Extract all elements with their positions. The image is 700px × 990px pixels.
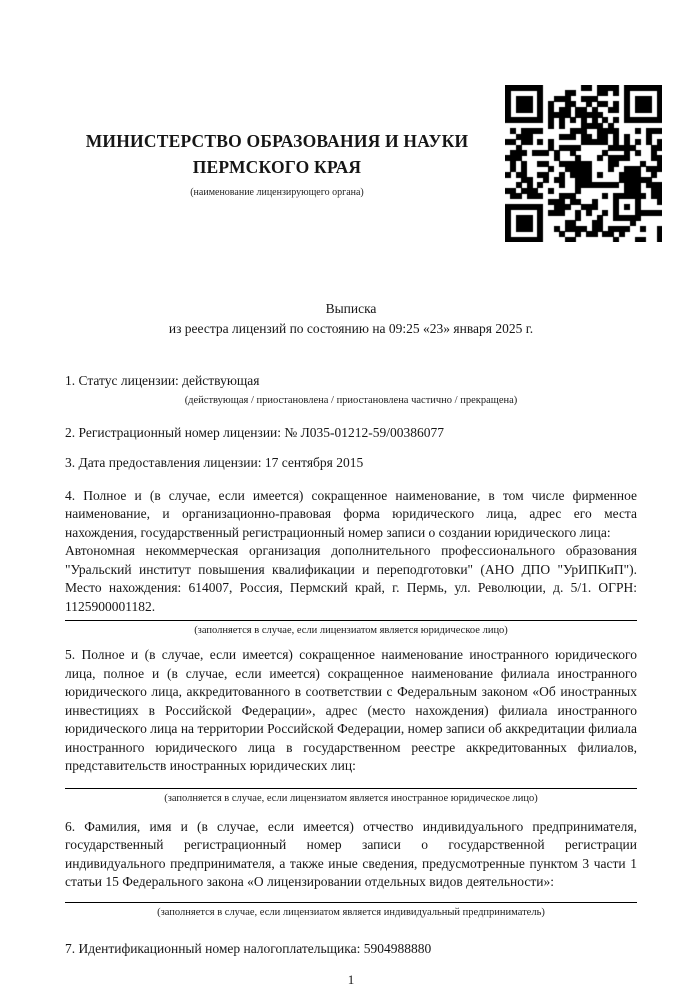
document-title-line2: из реестра лицензий по состоянию на 09:25 «23» января 2025 г. (168, 321, 534, 336)
item-legal-entity-note: (заполняется в случае, если лицензиатом является юридическое лицо) (194, 625, 508, 636)
authority-name-note: (наименование лицензирующего органа) (190, 187, 364, 198)
item-individual-entrepreneur-label: 6. Фамилия, имя и (в случае, если имеется) отчество индивидуального предпринимателя, государственный регистрационный номер записи о государственной регистрации индивидуального предпринимателя, а также иные сведения, предусмотренные пунктом 3 части 1 статьи 15 Федерального закона «О лицензировании отдельных видов деятельности»: (65, 818, 637, 889)
item-legal-entity (65, 487, 637, 639)
item-registration-number: 2. Регистрационный номер лицензии: № Л035-01212-59/00386077 (65, 424, 445, 440)
item-license-date: 3. Дата предоставления лицензии: 17 сентября 2015 (65, 455, 364, 470)
item-foreign-entity (65, 646, 637, 806)
item-license-status: 1. Статус лицензии: действующая (65, 373, 260, 388)
field-underline (65, 620, 637, 621)
item-legal-entity-label: 4. Полное и (в случае, если имеется) сокращенное наименование, в том числе фирменное наименование, и организационно-правовая форма юридического лица, адрес его места нахождения, государственный регистрационный номер записи о создании юридического лица: (65, 487, 637, 540)
document-title (65, 299, 637, 339)
document-content (65, 0, 637, 988)
authority-name-line1: МИНИСТЕРСТВО ОБРАЗОВАНИЯ И НАУКИ (85, 131, 469, 151)
item-license-status-note: (действующая / приостановлена / приостановлена частично / прекращена) (184, 394, 518, 406)
licensing-authority-header (65, 128, 489, 199)
item-legal-entity-value: Автономная некоммерческая организация дополнительного профессионального образования "Уральский институт повышения квалификации и переподготовки" (АНО ДПО "УрИПКиП"). Место нахождения: 614007, Россия, Пермский край, г. Пермь, ул. Революции, д. 5/1. ОГРН: 1125900001182. (65, 543, 637, 614)
item-foreign-entity-note: (заполняется в случае, если лицензиатом является иностранное юридическое лицо) (164, 792, 538, 804)
authority-name-line2: ПЕРМСКОГО КРАЯ (192, 157, 362, 177)
field-underline (65, 788, 637, 789)
field-underline (65, 902, 637, 903)
page-number: 1 (347, 972, 355, 987)
item-individual-entrepreneur-note: (заполняется в случае, если лицензиатом является индивидуальный предприниматель) (157, 906, 545, 918)
item-taxpayer-number: 7. Идентификационный номер налогоплательщика: 5904988880 (65, 940, 432, 956)
item-foreign-entity-label: 5. Полное и (в случае, если имеется) сокращенное наименование иностранного юридического лица, полное и (в случае, если имеется) сокращенное наименование филиала иностранного юридического лица, аккредитованного в соответствии с Федеральным законом «Об иностранных инвестициях в Российской Федерации», адрес (место нахождения) филиала иностранного юридического лица на территории Российской Федерации, номер записи об аккредитации филиала иностранного юридического лица в государственном реестре аккредитованных филиалов, представительств иностранных юридических лиц: (65, 647, 637, 773)
document-title-line1: Выписка (325, 301, 377, 316)
item-individual-entrepreneur (65, 818, 637, 920)
